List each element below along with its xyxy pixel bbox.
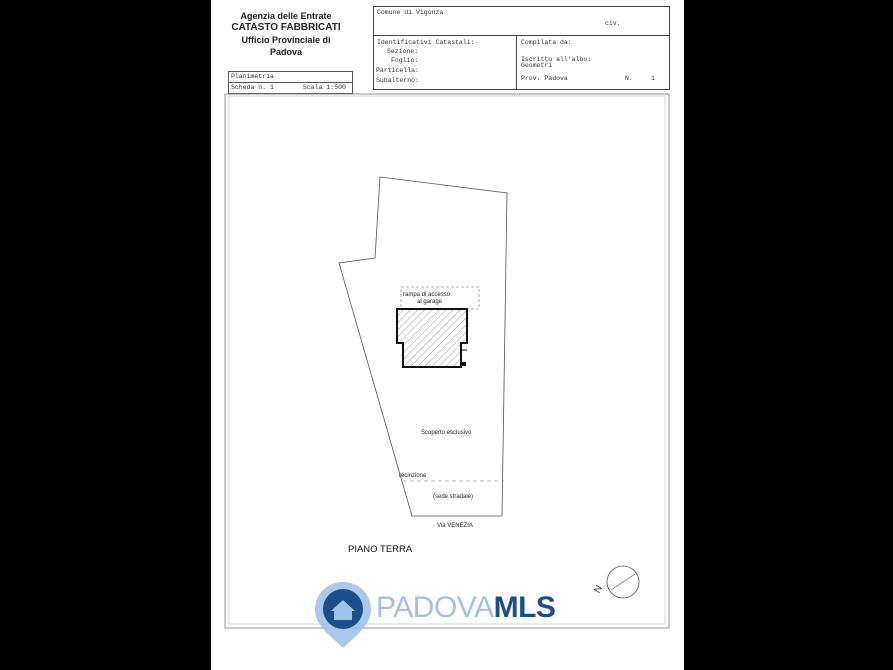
provincia-label: Padova <box>269 47 302 57</box>
sede-stradale-label: (sede stradale) <box>433 494 474 500</box>
rampa-label: rampa di accesso al garage <box>403 292 451 305</box>
scala-label: Scala 1:500 <box>303 84 346 91</box>
comune-label: Comune di Vigonza <box>377 9 444 16</box>
north-letter: N <box>592 583 606 596</box>
sezione-label: Sezione: <box>387 48 419 55</box>
home-pin-icon <box>313 580 373 650</box>
brand-part1: PADOVA <box>376 591 494 624</box>
geometri-label: Geometri <box>521 62 553 69</box>
foglio-label: Foglio: <box>391 57 419 64</box>
iscritto-label: Iscritto all'albo: <box>521 56 592 63</box>
agency-name: Agenzia delle Entrate <box>240 11 332 21</box>
catasto-title: CATASTO FABBRICATI <box>231 22 341 33</box>
ufficio-label: Ufficio Provinciale di <box>241 35 331 45</box>
cadastral-sheet <box>211 0 684 670</box>
floor-level-title: PIANO TERRA <box>348 544 413 555</box>
recinzione-label: recinzione <box>399 473 427 479</box>
numero-value: 1 <box>651 75 655 82</box>
numero-label: N. <box>625 75 633 82</box>
scoperto-label: Scoperto esclusivo <box>421 430 472 436</box>
particella-label: Particella: <box>376 67 419 74</box>
brand-part2: MLS <box>493 591 556 624</box>
brand-logo-text <box>376 591 555 625</box>
scheda-label: Scheda n. 1 <box>231 84 274 91</box>
floor-plan-drawing <box>211 0 684 670</box>
building-footprint <box>397 309 467 367</box>
provincia-code: Prov. Padova <box>521 75 568 82</box>
identificativi-label: Identificativi Catastali: <box>377 39 475 46</box>
subalterno-label: Subalterno: <box>376 77 419 84</box>
planimetria-label: Planimetria <box>231 73 274 80</box>
via-label: Via VENEZIA <box>437 523 473 529</box>
civico-label: civ. <box>605 20 621 27</box>
compilata-label: Compilata da: <box>521 39 572 46</box>
